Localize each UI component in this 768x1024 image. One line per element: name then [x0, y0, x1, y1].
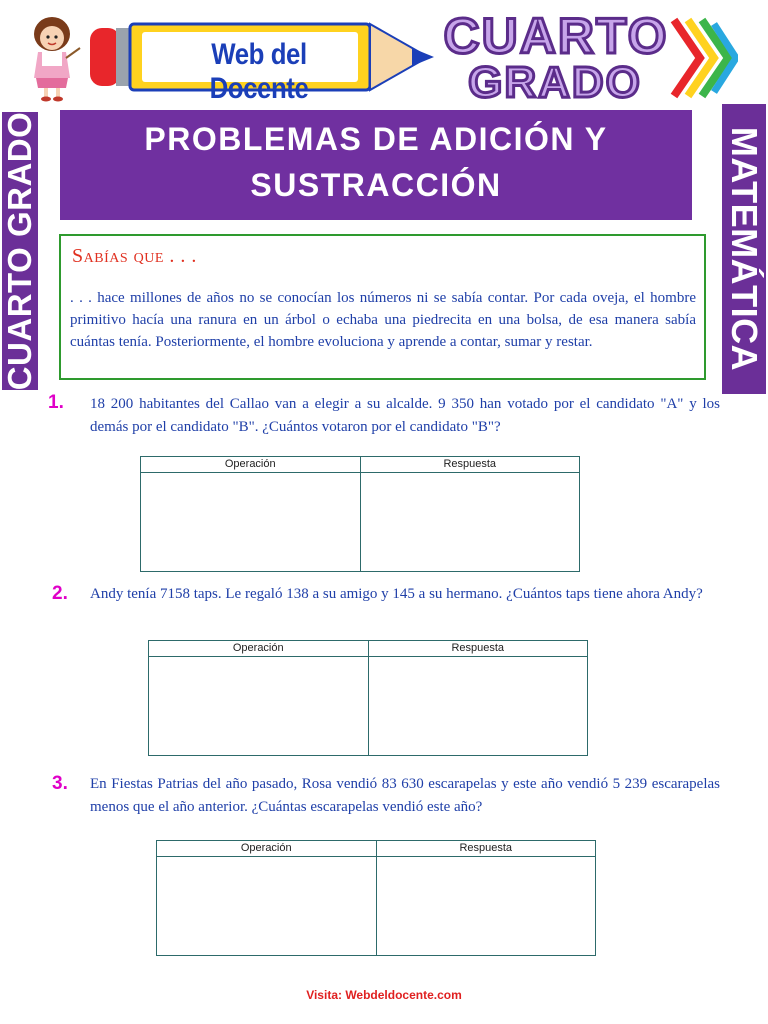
table-header-answer: Respuesta: [368, 641, 588, 657]
answer-table-3: [156, 840, 596, 956]
grade-banner-line2: GRADO: [468, 58, 642, 107]
table-header-operation: Operación: [149, 641, 369, 657]
problem-number-2: 2.: [52, 583, 68, 604]
problem-number-1: 1.: [48, 392, 64, 413]
answer-table-2: [148, 640, 588, 756]
answer-cell[interactable]: [368, 657, 588, 756]
grade-banner-line1: CUARTO: [443, 8, 669, 64]
table-header-answer: Respuesta: [376, 841, 596, 857]
info-heading: Sabías que . . .: [72, 245, 197, 267]
table-header-operation: Operación: [157, 841, 377, 857]
answer-cell[interactable]: [376, 857, 596, 956]
operation-cell[interactable]: [157, 857, 377, 956]
side-label-grade-text: CUARTO GRADO: [1, 111, 38, 391]
side-label-grade: [2, 112, 38, 390]
problem-text-1: 18 200 habitantes del Callao van a elegir a su alcalde. 9 350 han votado por el candidato "A" y los demás por el candidato "B". ¿Cuántos votaron por el candidato "B"?: [90, 396, 720, 435]
page-title-line2: SUSTRACCIÓN: [250, 167, 502, 203]
problem-text-2: Andy tenía 7158 taps. Le regaló 138 a su amigo y 145 a su hermano. ¿Cuántos taps tiene ahora Andy?: [90, 586, 703, 602]
footer-link[interactable]: Visita: Webdeldocente.com: [306, 988, 462, 1002]
teacher-illustration: [22, 14, 82, 102]
operation-cell[interactable]: [141, 473, 361, 572]
logo-text: Web del Docente: [209, 38, 309, 105]
problem-text-3: En Fiestas Patrias del año pasado, Rosa vendió 83 630 escarapelas y este año vendió 5 239 escarapelas menos que el año anterior. ¿Cuántas escarapelas vendió este año?: [90, 776, 720, 815]
operation-cell[interactable]: [149, 657, 369, 756]
page-title: [60, 116, 692, 208]
answer-cell[interactable]: [360, 473, 580, 572]
problem-number-3: 3.: [52, 773, 68, 794]
side-label-subject-text: MATEMÁTICA: [724, 126, 765, 372]
chevron-arrows-icon: [668, 14, 738, 102]
info-text: . . . hace millones de años no se conocían los números ni se sabía contar. Por cada oveja, el hombre primitivo hacía una ranura en un árbol o echaba una piedrecita en una bolsa, de esa manera sabía cuántas tenía. Posteriormente, el hombre evoluciona y aprende a contar, sumar y restar.: [70, 290, 696, 350]
side-label-subject: [722, 104, 766, 394]
table-header-operation: Operación: [141, 457, 361, 473]
answer-table-1: [140, 456, 580, 572]
table-header-answer: Respuesta: [360, 457, 580, 473]
page-title-line1: PROBLEMAS DE ADICIÓN Y: [144, 121, 608, 157]
